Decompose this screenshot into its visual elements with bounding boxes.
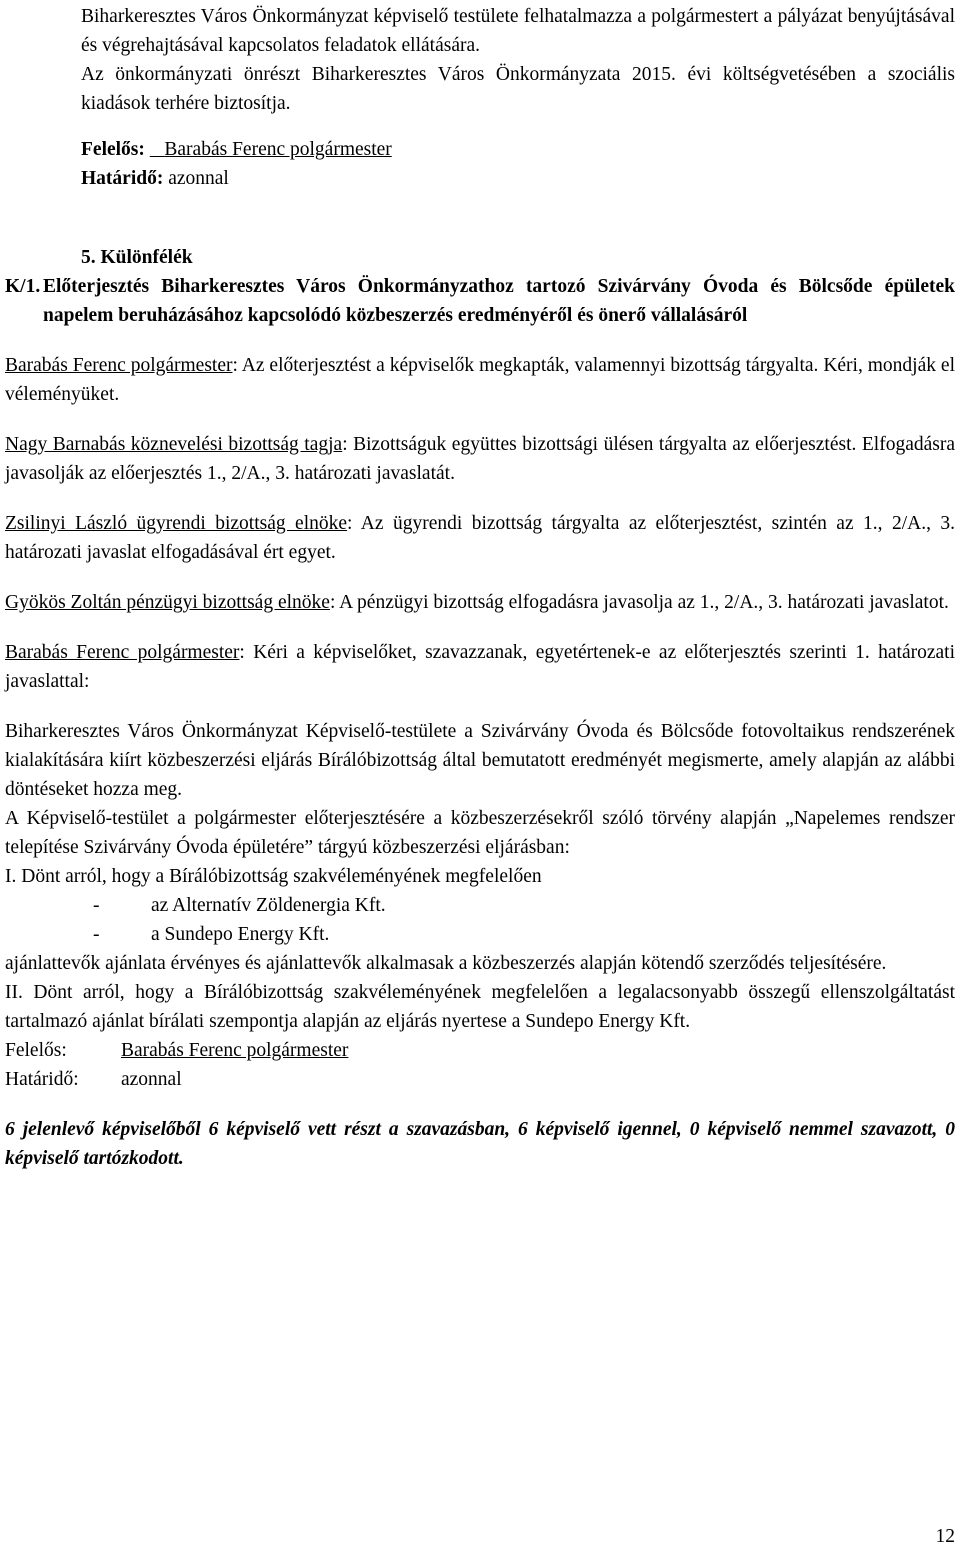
- speaker-1: Barabás Ferenc polgármester: [5, 355, 233, 376]
- intro-paragraph-1: Biharkeresztes Város Önkormányzat képviselő testülete felhatalmazza a polgármestert a pályázat benyújtásával és végrehajtásával kapcsolatos feladatok ellátására.: [81, 6, 955, 56]
- speech-3: [5, 509, 955, 567]
- bullet-text-1: az Alternatív Zöldenergia Kft.: [151, 895, 386, 916]
- resolution-paragraph-1: Biharkeresztes Város Önkormányzat Képviselő-testülete a Szivárvány Óvoda és Bölcsőde fotovoltaikus rendszerének kialakítására kiírt közbeszerzési eljárás Bírálóbizottság által bemutatott eredményét megismerte, amely alapján az alábbi döntéseket hozza meg.: [5, 721, 955, 800]
- resolution-responsible-line: [5, 1036, 955, 1065]
- speech-4: [5, 588, 955, 617]
- resolution-deadline-line: [5, 1065, 955, 1094]
- bullet-item-2: [93, 920, 955, 949]
- resolution-responsible-label: Felelős:: [5, 1040, 67, 1061]
- resolution-block: [5, 717, 955, 1094]
- section-heading: 5. Különfélék: [81, 247, 193, 268]
- speaker-4: Gyökös Zoltán pénzügyi bizottság elnöke: [5, 592, 330, 613]
- resolution-decision-1: I. Dönt arról, hogy a Bírálóbizottság szakvéleményének megfelelően: [5, 866, 542, 887]
- speech-3-text: : Az ügyrendi bizottság tárgyalta az előterjesztést, szintén az 1., 2/A., 3. határozati javaslat elfogadásával ért egyet.: [5, 513, 955, 563]
- resolution-decision-1-end: ajánlattevők ajánlata érvényes és ajánlattevők alkalmasak a közbeszerzés alapján kötendő szerződés teljesítésére.: [5, 953, 887, 974]
- resolution-deadline-value: azonnal: [121, 1069, 182, 1090]
- speaker-5: Barabás Ferenc polgármester: [5, 642, 240, 663]
- speech-2-text: : Bizottságuk együttes bizottsági ülésen tárgyalta az előerjesztést. Elfogadásra javasolják az előerjesztés 1., 2/A., 3. határozati javaslatát.: [5, 434, 955, 484]
- speech-2: [5, 430, 955, 488]
- intro-deadline-value: azonnal: [168, 168, 229, 189]
- speech-1-text: : Az előterjesztést a képviselők megkapták, valamennyi bizottság tárgyalta. Kéri, mondják el véleményüket.: [5, 355, 955, 405]
- agenda-item-number: K/1.: [5, 276, 41, 297]
- speech-4-text: : A pénzügyi bizottság elfogadásra javasolja az 1., 2/A., 3. határozati javaslatot.: [329, 592, 949, 613]
- agenda-item-title: Előterjesztés Biharkeresztes Város Önkormányzathoz tartozó Szivárvány Óvoda és Bölcsőde épületek napelem beruházásához kapcsolódó közbeszerzés eredményéről és önerő vállalásáról: [43, 276, 955, 326]
- intro-block: [81, 2, 955, 193]
- intro-responsible-name: Barabás Ferenc polgármester: [164, 139, 392, 160]
- resolution-responsible-value: Barabás Ferenc polgármester: [121, 1040, 349, 1061]
- intro-responsible-label: Felelős:: [81, 139, 145, 160]
- speaker-3: Zsilinyi László ügyrendi bizottság elnöke: [5, 513, 348, 534]
- resolution-deadline-label: Határidő:: [5, 1069, 79, 1090]
- speech-1: [5, 351, 955, 409]
- resolution-paragraph-2: A Képviselő-testület a polgármester előterjesztésére a közbeszerzésekről szóló törvény alapján „Napelemes rendszer telepítése Szivárvány Óvoda épületére” tárgyú közbeszerzési eljárásban:: [5, 808, 955, 858]
- intro-responsible-value: [150, 139, 392, 160]
- speaker-2: Nagy Barnabás köznevelési bizottság tagja: [5, 434, 343, 455]
- intro-paragraph-2: Az önkormányzati önrészt Biharkeresztes Város Önkormányzata 2015. évi költségvetésében a szociális kiadások terhére biztosítja.: [81, 64, 955, 114]
- intro-responsible-line: [81, 135, 955, 164]
- bullet-dash-1: -: [93, 895, 100, 916]
- intro-deadline-line: [81, 164, 955, 193]
- bullet-item-1: [93, 891, 955, 920]
- bullet-dash-2: -: [93, 924, 100, 945]
- speech-5-text: : Kéri a képviselőket, szavazzanak, egyetértenek-e az előterjesztés szerinti 1. határozati javaslattal:: [5, 642, 955, 692]
- agenda-item: [5, 272, 955, 330]
- vote-result: 6 jelenlevő képviselőből 6 képviselő vett részt a szavazásban, 6 képviselő igennel, 0 képviselő nemmel szavazott, 0 képviselő tartózkodott.: [5, 1119, 955, 1169]
- document-page: [5, 2, 955, 1173]
- intro-deadline-label: Határidő:: [81, 168, 164, 189]
- bullet-text-2: a Sundepo Energy Kft.: [151, 924, 330, 945]
- resolution-decision-2: II. Dönt arról, hogy a Bírálóbizottság szakvéleményének megfelelően a legalacsonyabb összegű ellenszolgáltatást tartalmazó ajánlat bírálati szempontja alapján az eljárás nyertese a Sundepo Energy Kft.: [5, 982, 955, 1032]
- speech-5: [5, 638, 955, 696]
- page-number: 12: [935, 1526, 955, 1547]
